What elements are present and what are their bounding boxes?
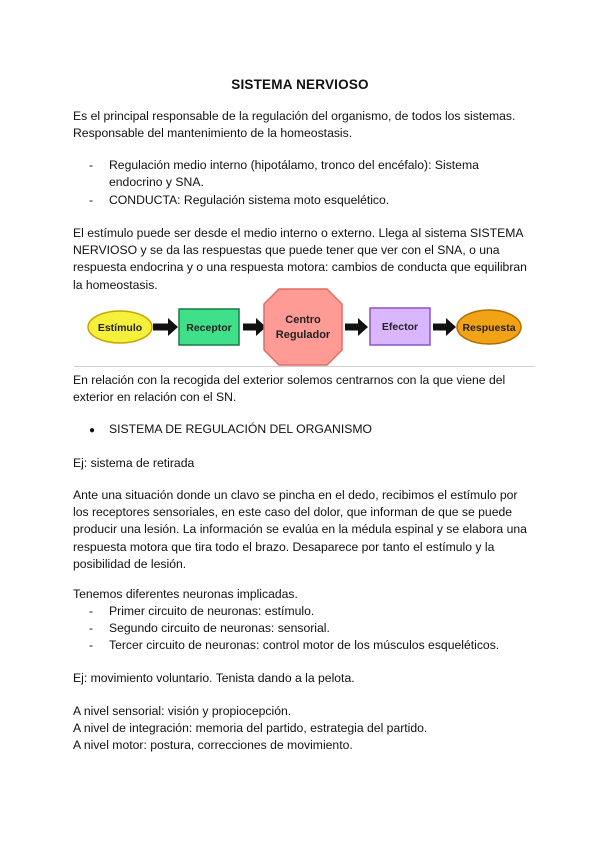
paragraph-line: NERVIOSO y se da las respuestas que puede tener que ver con el SNA, o una bbox=[73, 243, 500, 258]
list-item bbox=[89, 157, 529, 191]
paragraph-line: A nivel sensorial: visión y propiocepción. bbox=[73, 704, 292, 718]
list-item-line: Tercer circuito de neuronas: control motor de los músculos esqueléticos. bbox=[109, 638, 500, 652]
list-item-line: Segundo circuito de neuronas: sensorial. bbox=[109, 621, 330, 635]
paragraph-line: los receptores sensoriales, en este caso del dolor, que informan de que se puede bbox=[73, 505, 513, 520]
list-item bbox=[89, 603, 529, 620]
example-voluntary: Ej: movimiento voluntario. Tenista dando a la pelota. bbox=[73, 671, 355, 685]
receptor-label: Receptor bbox=[186, 322, 232, 334]
dash-marker: - bbox=[89, 604, 94, 618]
paragraph-line: En relación con la recogida del exterior solemos centrarnos con la que viene del bbox=[73, 373, 506, 387]
page-title: SISTEMA NERVIOSO bbox=[231, 77, 369, 92]
regulator-node bbox=[264, 289, 342, 365]
dash-marker: - bbox=[89, 193, 94, 207]
bullet-marker: ● bbox=[89, 425, 96, 436]
bullet-text: SISTEMA DE REGULACIÓN DEL ORGANISMO bbox=[109, 422, 372, 436]
exterior-paragraph bbox=[73, 372, 543, 406]
regulator-label-line2: Regulador bbox=[275, 329, 331, 341]
paragraph-line: A nivel de integración: memoria del partido, estrategia del partido. bbox=[73, 721, 428, 736]
list-item bbox=[89, 192, 529, 209]
list-item-line: endocrino y SNA. bbox=[109, 175, 204, 190]
arrow-icon bbox=[345, 318, 368, 336]
list-item-line: Regulación medio interno (hipotálamo, tronco del encéfalo): Sistema bbox=[109, 158, 479, 172]
paragraph-line: la homeostasis. bbox=[73, 277, 158, 292]
list-item bbox=[89, 637, 529, 654]
diagram-divider bbox=[74, 366, 535, 367]
paragraph-line: respuesta motora que tira todo el brazo. Desaparece por tanto el estímulo y la bbox=[73, 539, 495, 554]
stimulus-label: Estímulo bbox=[97, 322, 143, 334]
list-item-line: CONDUCTA: Regulación sistema moto esquelético. bbox=[109, 193, 390, 207]
intro-line: Es el principal responsable de la regulación del organismo, de todos los sistemas. bbox=[73, 109, 516, 123]
list-item-line: Primer circuito de neuronas: estímulo. bbox=[109, 604, 315, 618]
dash-marker: - bbox=[89, 638, 94, 652]
withdrawal-paragraph bbox=[73, 487, 543, 573]
arrow-icon bbox=[433, 318, 456, 336]
paragraph-line: El estímulo puede ser desde el medio interno o externo. Llega al sistema SISTEMA bbox=[73, 226, 524, 240]
dash-marker: - bbox=[89, 621, 94, 635]
dash-marker: - bbox=[89, 158, 94, 172]
bullet-item bbox=[89, 421, 372, 439]
arrow-icon bbox=[243, 318, 266, 336]
intro-line: Responsable del mantenimiento de la homeostasis. bbox=[73, 126, 353, 141]
paragraph-line: respuesta endocrina y o una respuesta motora: cambios de conducta que equilibran bbox=[73, 260, 527, 275]
example-withdrawal: Ej: sistema de retirada bbox=[73, 456, 195, 470]
levels-paragraph bbox=[73, 703, 543, 755]
neurons-intro: Tenemos diferentes neuronas implicadas. bbox=[73, 587, 298, 601]
paragraph-line: exterior en relación con el SN. bbox=[73, 390, 237, 405]
list-item bbox=[89, 620, 529, 637]
stimulus-paragraph bbox=[73, 225, 543, 294]
effector-label: Efector bbox=[381, 321, 419, 333]
regulation-flow-diagram bbox=[80, 287, 535, 367]
regulator-label-line1: Centro bbox=[285, 314, 321, 326]
arrow-icon bbox=[153, 318, 178, 336]
paragraph-line: A nivel motor: postura, correcciones de movimiento. bbox=[73, 738, 353, 753]
response-label: Respuesta bbox=[462, 322, 516, 334]
paragraph-line: producir una lesión. La información se evalúa en la médula espinal y se elabora una bbox=[73, 522, 527, 537]
paragraph-line: Ante una situación donde un clavo se pincha en el dedo, recibimos el estímulo por bbox=[73, 488, 518, 502]
paragraph-line: posibilidad de lesión. bbox=[73, 556, 187, 571]
intro-paragraph bbox=[73, 108, 543, 142]
